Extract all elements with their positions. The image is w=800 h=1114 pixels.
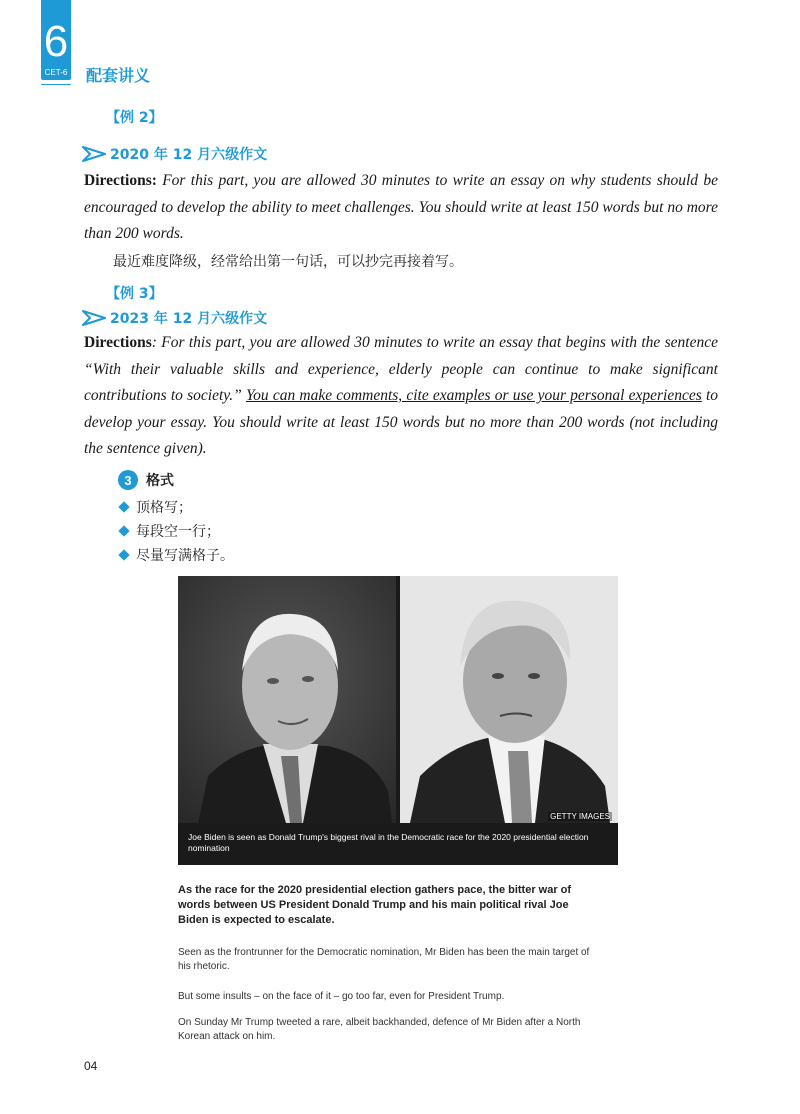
directions-underlined: You can make comments, cite examples or use your personal experiences [245,387,702,404]
photo-caption: Joe Biden is seen as Donald Trump's biggest rival in the Democratic race for the 2020 presidential election nomination [188,832,589,853]
example-3-heading [82,306,267,330]
arrow-icon [82,310,106,326]
example-2-note: 最近难度降级，经常给出第一句话，可以抄完再接着写。 [113,254,463,270]
format-heading [118,470,174,490]
example-3-tag: 【例 3】 [106,286,163,302]
news-photo-block [178,576,618,865]
directions-label: Directions [84,334,152,351]
example-2-title: 2020 年 12 月六级作文 [110,147,268,163]
chapter-code: CET-6 [44,68,68,77]
directions-text: : For this part, you are allowed 30 minutes to write an essay that begins with the sentence “With their valuable skills and experience, elderly people can continue to make significant contributions to society.” [84,334,718,404]
article-paragraph: But some insults – on the face of it – go too far, even for President Trump. [178,991,505,1002]
directions-text: For this part, you are allowed 30 minutes to write an essay on why students should be encouraged to develop the ability to meet challenges. You should write at least 150 words but no more than 200 words. [84,172,718,242]
header-rule [41,84,71,85]
biden-photo [178,576,396,823]
article-paragraph: On Sunday Mr Trump tweeted a rare, albeit backhanded, defence of Mr Biden after a North Korean attack on him. [178,1017,581,1042]
example-2-directions [84,168,718,248]
page-number: 04 [84,1059,98,1073]
header-title: 配套讲义 [86,66,151,85]
format-item: 每段空一行； [118,521,220,541]
article-lead: As the race for the 2020 presidential election gathers pace, the bitter war of words between US President Donald Trump and his main political rival Joe Biden is expected to escalate. [178,884,572,926]
directions-text-end: to develop your essay. You should write at least 150 words but no more than 200 words (not including the sentence given). [84,387,719,457]
directions-label: Directions: [84,172,157,189]
section-number-badge: 3 [118,470,138,490]
trump-photo [400,576,618,823]
diamond-bullet-icon [118,549,129,560]
diamond-bullet-icon [118,501,129,512]
format-title: 格式 [146,473,174,489]
format-item: 尽量写满格子。 [118,545,234,565]
photo-credit: GETTY IMAGES [550,812,610,821]
format-item: 顶格写； [118,497,192,517]
example-3-directions [84,330,718,463]
chapter-number: 6 [43,17,69,66]
example-2-tag: 【例 2】 [106,110,163,126]
example-2-heading [82,142,267,166]
arrow-icon [82,146,106,162]
example-3-title: 2023 年 12 月六级作文 [110,311,268,327]
chapter-tab [41,0,71,80]
diamond-bullet-icon [118,525,129,536]
article-paragraph: Seen as the frontrunner for the Democratic nomination, Mr Biden has been the main target of his rhetoric. [178,947,590,972]
